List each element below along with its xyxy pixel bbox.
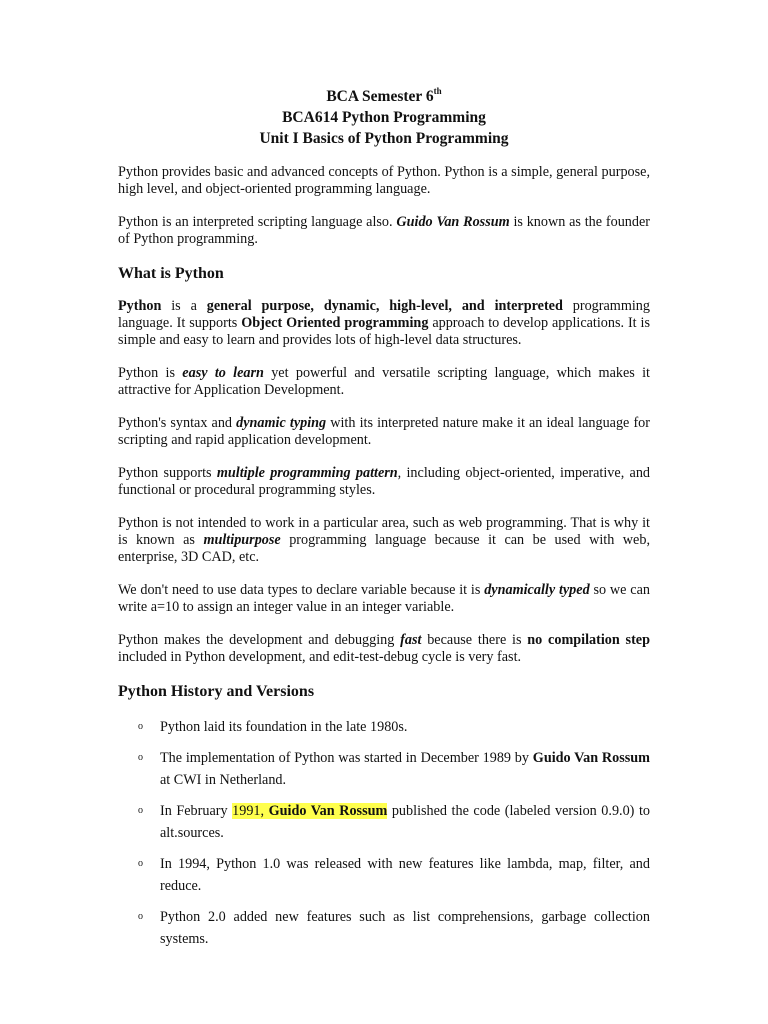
unit-title: Unit I Basics of Python Programming (259, 130, 509, 147)
list-item: o Python 2.0 added new features such as list comprehensions, garbage collection systems. (118, 906, 650, 950)
bullet-icon: o (138, 721, 143, 732)
section-heading-history: Python History and Versions (118, 683, 315, 700)
bullet-icon: o (138, 752, 143, 763)
what-paragraph-1: Python is a general purpose, dynamic, high-level, and interpreted programming language. It supports Object Oriented programming approach to develop applications. It is simple and easy to learn and provides lots of high-level data structures. (118, 298, 650, 348)
highlighted-text: 1991, Guido Van Rossum (232, 803, 388, 819)
document-body (118, 164, 650, 959)
history-list (118, 716, 650, 950)
section-heading-what-is-python: What is Python (118, 265, 224, 282)
what-paragraph-4: Python supports multiple programming pattern, including object-oriented, imperative, and functional or procedural programming styles. (118, 465, 651, 498)
what-paragraph-7: Python makes the development and debugging fast because there is no compilation step included in Python development, and edit-test-debug cycle is very fast. (118, 632, 650, 665)
list-item: o In 1994, Python 1.0 was released with new features like lambda, map, filter, and reduce. (118, 853, 650, 897)
intro-paragraph-2: Python is an interpreted scripting language also. Guido Van Rossum is known as the founder of Python programming. (118, 214, 650, 247)
what-paragraph-6: We don't need to use data types to declare variable because it is dynamically typed so we can write a=10 to assign an integer value in an integer variable. (118, 582, 650, 615)
list-item: o In February 1991, Guido Van Rossum published the code (labeled version 0.9.0) to alt.sources. (118, 800, 650, 844)
bullet-icon: o (138, 805, 143, 816)
what-paragraph-2: Python is easy to learn yet powerful and versatile scripting language, which makes it attractive for Application Development. (118, 365, 650, 398)
list-item: o The implementation of Python was started in December 1989 by Guido Van Rossum at CWI in Netherland. (118, 747, 650, 791)
semester-title: BCA Semester 6th (326, 86, 442, 105)
list-item: o Python laid its foundation in the late 1980s. (118, 716, 650, 738)
bullet-icon: o (138, 911, 143, 922)
what-paragraph-3: Python's syntax and dynamic typing with its interpreted nature make it an ideal language for scripting and rapid application development. (118, 415, 650, 448)
document-header (0, 86, 768, 149)
course-title: BCA614 Python Programming (282, 109, 486, 126)
intro-paragraph-1: Python provides basic and advanced concepts of Python. Python is a simple, general purpose, high level, and object-oriented programming language. (118, 164, 650, 197)
bullet-icon: o (138, 858, 143, 869)
what-paragraph-5: Python is not intended to work in a particular area, such as web programming. That is why it is known as multipurpose programming language because it can be used with web, enterprise, 3D CAD, etc. (118, 515, 650, 565)
